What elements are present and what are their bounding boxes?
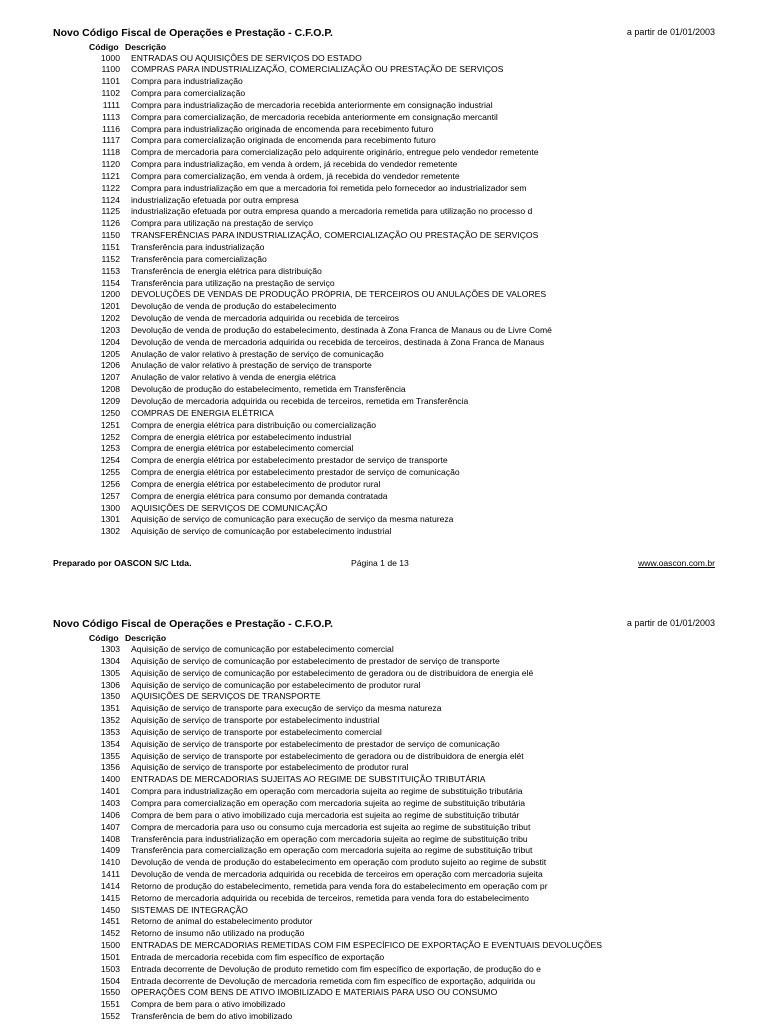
table-row [0, 479, 768, 491]
cfop-code: 1403 [100, 797, 120, 808]
cfop-code: 1120 [101, 159, 120, 170]
cfop-description: Compra para comercialização originada de encomenda para recebimento futuro [131, 135, 436, 146]
cfop-code: 1203 [100, 324, 120, 335]
cfop-description: Aquisição de serviço de transporte por estabelecimento de geradora ou de distribuidora de energia elét [131, 750, 524, 761]
cfop-description: COMPRAS DE ENERGIA ELÉTRICA [131, 407, 274, 418]
table-row [0, 76, 768, 88]
cfop-description: Compra de energia elétrica para consumo por demanda contratada [131, 490, 388, 501]
table-row [0, 206, 768, 218]
table-row [0, 786, 768, 798]
cfop-description: Aquisição de serviço de transporte por estabelecimento de prestador de serviço de comunicação [131, 738, 500, 749]
table-row [0, 254, 768, 266]
cfop-description: Compra de energia elétrica por estabelecimento comercial [131, 443, 354, 454]
effective-date: a partir de 01/01/2003 [626, 27, 715, 37]
cfop-description: TRANSFERÊNCIAS PARA INDUSTRIALIZAÇÃO, COMERCIALIZAÇÃO OU PRESTAÇÃO DE SERVIÇOS [131, 230, 539, 241]
cfop-description: Aquisição de serviço de transporte por estabelecimento industrial [131, 715, 380, 726]
cfop-code: 1251 [100, 419, 120, 430]
cfop-description: Compra de bem para o ativo imobilizado cuja mercadoria est sujeita ao regime de substituição tributár [131, 809, 520, 820]
cfop-description: Retorno de insumo não utilizado na produção [131, 928, 305, 939]
cfop-description: OPERAÇÕES COM BENS DE ATIVO IMOBILIZADO E MATERIAIS PARA USO OU CONSUMO [131, 987, 498, 998]
page-number: Página 1 de 13 [351, 558, 409, 568]
cfop-table [0, 644, 768, 1023]
cfop-description: Devolução de venda de produção do estabelecimento em operação com produto sujeito ao regime de substit [131, 857, 547, 868]
table-row [0, 857, 768, 869]
table-row [0, 325, 768, 337]
cfop-code: 1355 [100, 750, 120, 761]
table-row [0, 278, 768, 290]
cfop-description: Compra para industrialização em que a mercadoria foi remetida pelo fornecedor ao industrializador sem [131, 182, 527, 193]
cfop-description: Devolução de mercadoria adquirida ou recebida de terceiros, remetida em Transferência [131, 395, 469, 406]
cfop-description: Transferência para industrialização [131, 242, 265, 252]
table-row [0, 999, 768, 1011]
cfop-code: 1452 [100, 928, 120, 939]
cfop-code: 1100 [101, 64, 120, 75]
page-header [53, 618, 715, 634]
code-column-header: Código [89, 633, 119, 643]
table-row [0, 396, 768, 408]
table-row [0, 384, 768, 396]
page-footer [53, 558, 715, 572]
table-row [0, 218, 768, 230]
cfop-code: 1414 [100, 880, 120, 891]
cfop-code: 1254 [100, 455, 120, 466]
cfop-code: 1102 [101, 88, 120, 99]
table-row [0, 443, 768, 455]
table-row [0, 739, 768, 751]
cfop-code: 1118 [102, 147, 120, 158]
table-row [0, 964, 768, 976]
cfop-code: 1252 [100, 431, 120, 442]
table-row [0, 432, 768, 444]
table-row [0, 183, 768, 195]
table-row [0, 774, 768, 786]
cfop-code: 1256 [100, 478, 120, 489]
cfop-description: Compra para industrialização [131, 76, 243, 87]
cfop-code: 1354 [100, 738, 120, 749]
table-row [0, 360, 768, 372]
table-row [0, 242, 768, 254]
cfop-description: Retorno de produção do estabelecimento, remetida para venda fora do estabelecimento em operação com pr [131, 880, 548, 891]
column-headers [89, 633, 166, 643]
document-title: Novo Código Fiscal de Operações e Prestação - C.F.O.P. [53, 27, 333, 39]
cfop-description: Aquisição de serviço de transporte por estabelecimento comercial [131, 726, 382, 737]
cfop-code: 1451 [100, 916, 120, 927]
cfop-description: Compra de energia elétrica por estabelecimento industrial [131, 431, 352, 442]
table-row [0, 834, 768, 846]
table-row [0, 727, 768, 739]
cfop-description: ENTRADAS DE MERCADORIAS REMETIDAS COM FIM ESPECÍFICO DE EXPORTAÇÃO E EVENTUAIS DEVOLUÇÕES [131, 940, 602, 951]
cfop-code: 1350 [100, 691, 120, 702]
cfop-code: 1409 [100, 845, 120, 856]
cfop-code: 1450 [100, 904, 120, 915]
cfop-description: Aquisição de serviço de comunicação por estabelecimento de prestador de serviço de transporte [131, 655, 500, 666]
cfop-description: Compra de energia elétrica por estabelecimento prestador de serviço de transporte [131, 455, 448, 466]
cfop-code: 1503 [100, 963, 120, 974]
page-header [53, 27, 715, 43]
table-row [0, 881, 768, 893]
table-row [0, 751, 768, 763]
cfop-code: 1111 [102, 99, 120, 110]
cfop-description: Entrada de mercadoria recebida com fim específico de exportação [131, 951, 385, 962]
cfop-description: Transferência para industrialização em operação com mercadoria sujeita ao regime de substituição tribu [131, 833, 528, 844]
cfop-description: Compra para comercialização, de mercadoria recebida anteriormente em consignação mercantil [131, 111, 498, 122]
table-row [0, 976, 768, 988]
document-page-2 [0, 600, 768, 1024]
cfop-code: 1125 [101, 206, 120, 217]
cfop-description: Compra para industrialização originada de encomenda para recebimento futuro [131, 123, 434, 134]
cfop-description: Compra de mercadoria para uso ou consumo cuja mercadoria est sujeita ao regime de substituição tribut [131, 821, 531, 832]
table-row [0, 905, 768, 917]
cfop-code: 1353 [100, 726, 120, 737]
table-row [0, 135, 768, 147]
description-column-header: Descrição [124, 42, 167, 52]
document-title: Novo Código Fiscal de Operações e Prestação - C.F.O.P. [53, 618, 333, 630]
cfop-code: 1126 [101, 218, 120, 229]
cfop-description: Compra para comercialização em operação com mercadoria sujeita ao regime de substituição tributária [131, 797, 526, 808]
table-row [0, 88, 768, 100]
cfop-description: Transferência de energia elétrica para distribuição [131, 265, 322, 276]
table-row [0, 503, 768, 515]
cfop-code: 1302 [100, 526, 120, 537]
website-link[interactable]: www.oascon.com.br [638, 558, 715, 568]
cfop-code: 1122 [101, 182, 120, 193]
table-row [0, 53, 768, 65]
cfop-code: 1124 [101, 194, 120, 205]
cfop-code: 1504 [100, 975, 120, 986]
cfop-code: 1408 [100, 833, 120, 844]
cfop-code: 1304 [100, 655, 120, 666]
table-row [0, 124, 768, 136]
cfop-description: Anulação de valor relativo à prestação de serviço de comunicação [131, 348, 384, 359]
table-row [0, 869, 768, 881]
cfop-description: Anulação de valor relativo à venda de energia elétrica [131, 372, 336, 383]
table-row [0, 455, 768, 467]
column-headers [89, 42, 166, 52]
table-row [0, 940, 768, 952]
cfop-code: 1121 [101, 170, 120, 181]
table-row [0, 64, 768, 76]
cfop-code: 1410 [100, 857, 120, 868]
table-row [0, 100, 768, 112]
cfop-description: Aquisição de serviço de transporte por estabelecimento de produtor rural [131, 762, 409, 773]
cfop-description: Aquisição de serviço de comunicação por estabelecimento de geradora ou de distribuidora de energia elé [131, 667, 534, 678]
cfop-code: 1351 [100, 703, 120, 714]
table-row [0, 691, 768, 703]
table-row [0, 301, 768, 313]
cfop-code: 1255 [100, 467, 120, 478]
cfop-code: 1154 [101, 277, 120, 288]
cfop-description: Aquisição de serviço de transporte para execução de serviço da mesma natureza [131, 703, 442, 714]
cfop-description: Compra para industrialização de mercadoria recebida anteriormente em consignação industrial [131, 99, 493, 110]
table-row [0, 987, 768, 999]
table-row [0, 1011, 768, 1023]
cfop-code: 1257 [100, 490, 120, 501]
cfop-description: Entrada decorrente de Devolução de mercadoria remetida com fim específico de exportação, adquirida ou [131, 975, 536, 986]
cfop-code: 1202 [100, 313, 120, 324]
cfop-description: Anulação de valor relativo à prestação de serviço de transporte [131, 360, 372, 371]
cfop-code: 1201 [100, 301, 120, 312]
cfop-code: 1250 [100, 407, 120, 418]
cfop-code: 1305 [100, 667, 120, 678]
cfop-description: Entrada decorrente de Devolução de produto remetido com fim específico de exportação, de produção do e [131, 963, 541, 974]
cfop-code: 1352 [100, 715, 120, 726]
table-row [0, 715, 768, 727]
cfop-code: 1208 [100, 384, 120, 395]
cfop-code: 1209 [100, 395, 120, 406]
cfop-description: Devolução de venda de produção do estabelecimento [131, 301, 337, 312]
cfop-code: 1152 [101, 253, 120, 264]
cfop-description: Compra para industrialização, em venda à ordem, já recebida do vendedor remetente [131, 159, 458, 170]
cfop-code: 1406 [100, 809, 120, 820]
cfop-description: Compra para utilização na prestação de serviço [131, 218, 313, 229]
cfop-code: 1551 [100, 999, 120, 1010]
cfop-description: Retorno de mercadoria adquirida ou recebida de terceiros, remetida para venda fora do estabelecimento [131, 892, 529, 903]
table-row [0, 822, 768, 834]
table-row [0, 644, 768, 656]
cfop-description: Compra para comercialização [131, 88, 246, 99]
cfop-code: 1204 [100, 336, 120, 347]
cfop-code: 1300 [100, 502, 120, 513]
table-row [0, 230, 768, 242]
cfop-code: 1550 [100, 987, 120, 998]
cfop-description: Aquisição de serviço de comunicação por estabelecimento industrial [131, 526, 392, 537]
table-row [0, 810, 768, 822]
cfop-code: 1000 [100, 52, 120, 63]
cfop-code: 1552 [100, 1011, 120, 1022]
cfop-description: Compra de mercadoria para comercialização pelo adquirente originário, entregue pelo vendedor remetente [131, 147, 539, 158]
table-row [0, 845, 768, 857]
table-row [0, 491, 768, 503]
cfop-description: industrialização efetuada por outra empresa quando a mercadoria remetida para utilização no processo d [131, 206, 533, 217]
cfop-description: Transferência para utilização na prestação de serviço [131, 277, 335, 288]
cfop-code: 1411 [101, 869, 120, 880]
cfop-code: 1101 [101, 76, 120, 87]
code-column-header: Código [89, 42, 119, 52]
cfop-code: 1407 [100, 821, 120, 832]
cfop-code: 1415 [100, 892, 120, 903]
cfop-description: SISTEMAS DE INTEGRAÇÃO [131, 904, 248, 915]
table-row [0, 680, 768, 692]
cfop-table [0, 53, 768, 539]
table-row [0, 420, 768, 432]
cfop-description: Devolução de venda de mercadoria adquirida ou recebida de terceiros, destinada à Zona Franca de Manaus [131, 336, 545, 347]
cfop-description: Compra de energia elétrica por estabelecimento de produtor rural [131, 478, 381, 489]
cfop-code: 1306 [100, 679, 120, 690]
cfop-description: COMPRAS PARA INDUSTRIALIZAÇÃO, COMERCIALIZAÇÃO OU PRESTAÇÃO DE SERVIÇOS [131, 64, 504, 75]
table-row [0, 514, 768, 526]
cfop-code: 1207 [100, 372, 120, 383]
table-row [0, 952, 768, 964]
table-row [0, 916, 768, 928]
cfop-description: Aquisição de serviço de comunicação por estabelecimento de produtor rural [131, 679, 421, 690]
table-row [0, 171, 768, 183]
cfop-description: industrialização efetuada por outra empresa [131, 194, 299, 205]
cfop-code: 1401 [100, 786, 120, 797]
cfop-description: Aquisição de serviço de comunicação para execução de serviço da mesma natureza [131, 514, 454, 525]
description-column-header: Descrição [124, 633, 167, 643]
cfop-description: AQUISIÇÕES DE SERVIÇOS DE COMUNICAÇÃO [131, 502, 328, 513]
cfop-code: 1301 [100, 514, 120, 525]
cfop-code: 1153 [101, 265, 120, 276]
cfop-description: Devolução de venda de produção do estabelecimento, destinada à Zona Franca de Manaus ou de Livre Comé [131, 324, 552, 335]
table-row [0, 526, 768, 538]
cfop-code: 1117 [102, 135, 120, 146]
cfop-code: 1200 [100, 289, 120, 300]
table-row [0, 313, 768, 325]
table-row [0, 928, 768, 940]
table-row [0, 762, 768, 774]
table-row [0, 147, 768, 159]
cfop-code: 1400 [100, 774, 120, 785]
table-row [0, 893, 768, 905]
cfop-description: Aquisição de serviço de comunicação por estabelecimento comercial [131, 644, 394, 654]
cfop-code: 1253 [100, 443, 120, 454]
table-row [0, 289, 768, 301]
cfop-description: Devolução de produção do estabelecimento, remetida em Transferência [131, 384, 406, 395]
cfop-code: 1500 [100, 940, 120, 951]
cfop-description: Compra de energia elétrica por estabelecimento prestador de serviço de comunicação [131, 467, 460, 478]
cfop-description: Transferência de bem do ativo imobilizado [131, 1011, 293, 1022]
table-row [0, 668, 768, 680]
table-row [0, 112, 768, 124]
cfop-description: Compra de bem para o ativo imobilizado [131, 999, 286, 1010]
cfop-description: ENTRADAS OU AQUISIÇÕES DE SERVIÇOS DO ESTADO [131, 52, 362, 63]
table-row [0, 195, 768, 207]
cfop-description: Transferência para comercialização [131, 253, 267, 264]
cfop-description: Retorno de animal do estabelecimento produtor [131, 916, 313, 927]
prepared-by: Preparado por OASCON S/C Ltda. [53, 558, 192, 568]
cfop-description: DEVOLUÇÕES DE VENDAS DE PRODUÇÃO PRÓPRIA, DE TERCEIROS OU ANULAÇÕES DE VALORES [131, 289, 547, 300]
cfop-description: Devolução de venda de mercadoria adquirida ou recebida de terceiros [131, 313, 400, 324]
cfop-code: 1150 [101, 230, 120, 241]
table-row [0, 656, 768, 668]
cfop-code: 1501 [100, 951, 120, 962]
cfop-description: Compra para comercialização, em venda à ordem, já recebida do vendedor remetente [131, 170, 460, 181]
cfop-description: ENTRADAS DE MERCADORIAS SUJEITAS AO REGIME DE SUBSTITUIÇÃO TRIBUTÁRIA [131, 774, 486, 785]
cfop-code: 1205 [100, 348, 120, 359]
table-row [0, 159, 768, 171]
table-row [0, 349, 768, 361]
table-row [0, 337, 768, 349]
cfop-description: Compra de energia elétrica para distribuição ou comercialização [131, 419, 377, 430]
cfop-description: AQUISIÇÕES DE SERVIÇOS DE TRANSPORTE [131, 691, 321, 702]
table-row [0, 408, 768, 420]
table-row [0, 798, 768, 810]
cfop-code: 1206 [100, 360, 120, 371]
cfop-code: 1151 [101, 242, 120, 252]
cfop-description: Devolução de venda de mercadoria adquirida ou recebida de terceiros em operação com mercadoria sujeita [131, 869, 543, 880]
cfop-code: 1356 [100, 762, 120, 773]
cfop-code: 1116 [102, 123, 120, 134]
effective-date: a partir de 01/01/2003 [626, 618, 715, 628]
cfop-code: 1303 [100, 644, 120, 654]
table-row [0, 703, 768, 715]
cfop-code: 1113 [102, 111, 120, 122]
cfop-description: Transferência para comercialização em operação com mercadoria sujeita ao regime de substituição tribut [131, 845, 533, 856]
table-row [0, 266, 768, 278]
cfop-description: Compra para industrialização em operação com mercadoria sujeita ao regime de substituição tributária [131, 786, 523, 797]
table-row [0, 467, 768, 479]
table-row [0, 372, 768, 384]
